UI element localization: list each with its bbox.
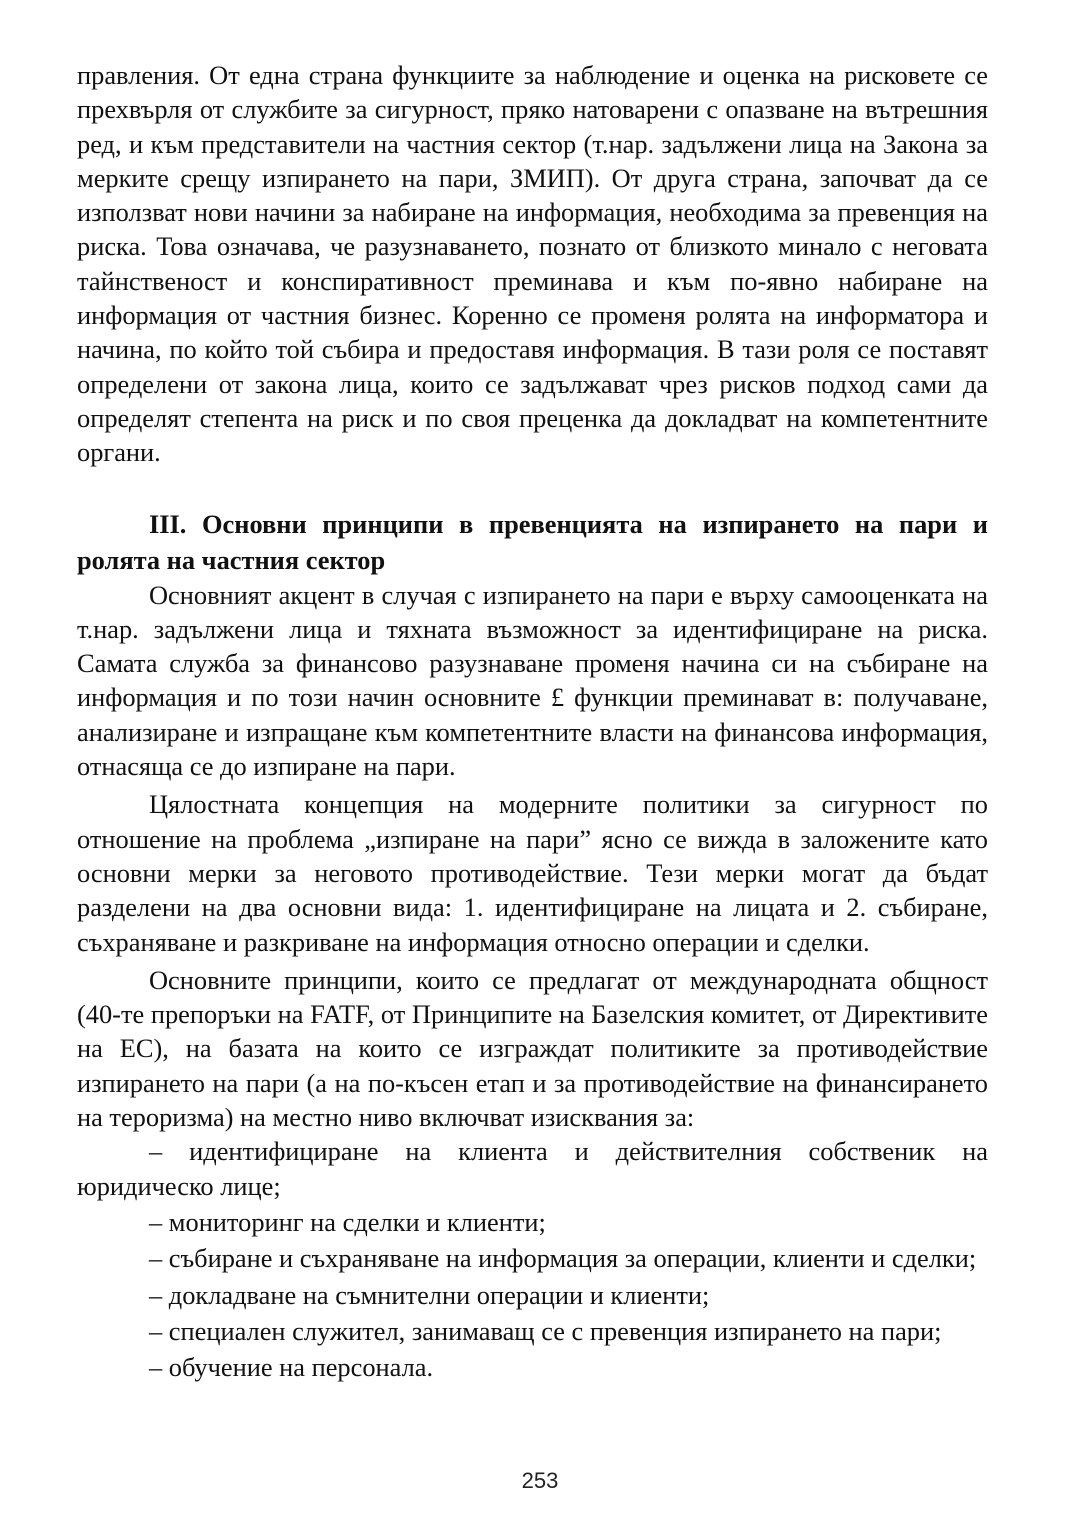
- list-item: – мониторинг на сделки и клиенти;: [149, 1206, 546, 1237]
- section-heading: III. Основни принципи в превенцията на изпирането на пари и ролята на частния сектор: [77, 508, 988, 575]
- requirements-list: [77, 1134, 988, 1384]
- page-body: [77, 58, 988, 1384]
- paragraph: Основните принципи, които се предлагат от международната общност (40-те препоръки на FATF, от Принципите на Базелския комитет, от Директивите на ЕС), на базата на които се изграждат политиките за противодействие изпирането на пари (а на по-късен етап и за противодействие на финансирането на тероризма) на местно ниво включват изисквания за:: [77, 964, 988, 1133]
- list-item: – докладване на съмнителни операции и клиенти;: [149, 1279, 710, 1310]
- list-item: – обучение на персонала.: [149, 1352, 434, 1383]
- section-gap: [77, 470, 988, 506]
- paragraph: Цялостната концепция на модерните политики за сигурност по отношение на проблема „изпиране на пари” ясно се вижда в заложените като основни мерки за неговото противодействие. Тези мерки могат да бъдат разделени на два основни вида: 1. идентифициране на лицата и 2. събиране, съхраняване и разкриване на информация относно операции и сделки.: [77, 789, 988, 957]
- list-item: – специален служител, занимаващ се с превенция изпирането на пари;: [149, 1315, 942, 1346]
- list-item: – идентифициране на клиента и действителния собственик на юридическо лице;: [77, 1136, 988, 1201]
- list-item: – събиране и съхраняване на информация за операции, клиенти и сделки;: [149, 1243, 977, 1274]
- intro-paragraph: правления. От една страна функциите за наблюдение и оценка на рисковете се прехвърля от службите за сигурност, пряко натоварени с опазване на вътрешния ред, и към представители на частния сектор (т.нар. задължени лица на Закона за мерките срещу изпирането на пари, ЗМИП). От друга страна, започват да се използват нови начини за набиране на информация, необходима за превенция на риска. Това означава, че разузнаването, познато от близкото минало с неговата тайнственост и конспиративност преминава и към по-явно набиране на информация от частния бизнес. Коренно се променя ролята на информатора и начина, по който той събира и предоставя информация. В тази роля се поставят определени от закона лица, които се задължават чрез рисков подход сами да определят степента на риск и по своя преценка да докладват на компетентните органи.: [77, 60, 988, 468]
- page-number: 253: [521, 1468, 559, 1493]
- paragraph: Основният акцент в случая с изпирането на пари е върху самооценката на т.нар. задължени лица и тяхната възможност за идентифициране на риска. Самата служба за финансово разузнаване променя начина си на събиране на информация и по този начин основните £ функции преминават в: получаване, анализиране и изпращане към компетентните власти на финансова информация, отнасяща се до изпиране на пари.: [77, 579, 988, 782]
